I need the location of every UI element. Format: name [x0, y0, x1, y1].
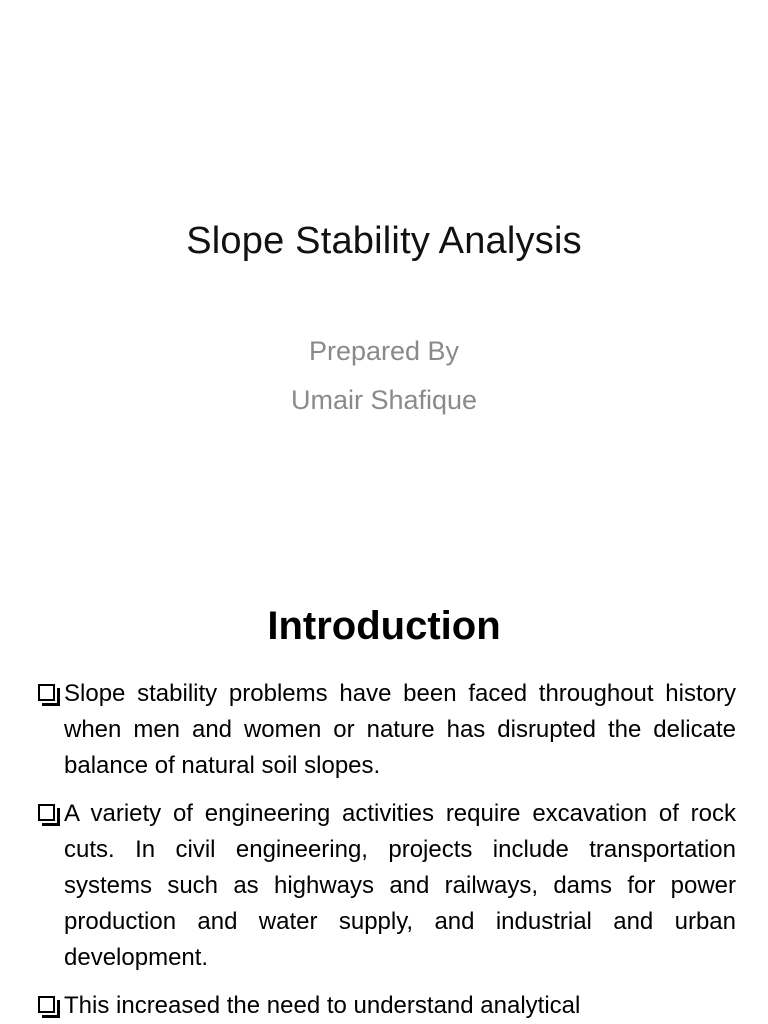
bullet-text: A variety of engineering activities require excavation of rock cuts. In civil engineering, projects include transportation systems such as highways and railways, dams for power production and water supply, and industrial and urban development.: [64, 800, 736, 971]
introduction-slide: [0, 576, 768, 1024]
bullet-text: This increased the need to understand analytical: [64, 992, 581, 1019]
prepared-by-label: Prepared By: [308, 336, 460, 366]
bullet-list: [36, 676, 736, 1024]
bullet-item: [36, 796, 736, 976]
slide-heading: Introduction: [267, 604, 501, 648]
presentation-title: Slope Stability Analysis: [186, 220, 582, 262]
bullet-item: [36, 988, 736, 1024]
checkbox-square-icon: [38, 804, 55, 821]
checkbox-square-icon: [38, 996, 55, 1013]
bullet-item: [36, 676, 736, 784]
bullet-text: Slope stability problems have been faced throughout history when men and women or nature has disrupted the delicate balance of natural soil slopes.: [64, 680, 736, 779]
checkbox-square-icon: [38, 684, 55, 701]
author-name: Umair Shafique: [290, 385, 478, 415]
